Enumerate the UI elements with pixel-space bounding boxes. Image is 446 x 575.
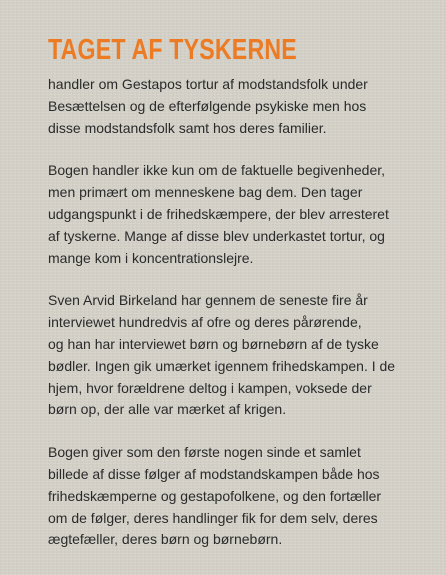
paragraph-2 bbox=[48, 160, 428, 269]
text-line: Bogen handler ikke kun om de faktuelle begivenheder, bbox=[48, 162, 386, 179]
text-line: disse modstandsfolk samt hos deres familier. bbox=[48, 119, 327, 136]
text-line: om de følger, deres handlinger fik for dem selv, deres bbox=[48, 509, 378, 526]
text-line: Besættelsen og de efterfølgende psykiske men hos bbox=[48, 97, 367, 114]
paragraph-1 bbox=[48, 74, 428, 139]
paragraph-3 bbox=[48, 290, 428, 421]
text-line: børn op, der alle var mærket af krigen. bbox=[48, 401, 287, 418]
text-line: frihedskæmperne og gestapofolkene, og den fortæller bbox=[48, 487, 382, 504]
text-line: men primært om menneskene bag dem. Den tager bbox=[48, 184, 363, 201]
book-title: TAGET AF TYSKERNE bbox=[48, 34, 297, 66]
paragraph-4 bbox=[48, 442, 428, 551]
text-line: bødler. Ingen gik umærket igennem frihedskampen. I de bbox=[48, 357, 396, 374]
text-line: billede af disse følger af modstandskampen både hos bbox=[48, 465, 380, 482]
text-line: Sven Arvid Birkeland har gennem de seneste fire år bbox=[48, 292, 368, 309]
text-line: interviewet hundredvis af ofre og deres pårørende, bbox=[48, 314, 362, 331]
text-line: hjem, hvor forældrene deltog i kampen, voksede der bbox=[48, 379, 372, 396]
blurb-text bbox=[48, 74, 428, 572]
text-line: og han har interviewet børn og børnebørn af de tyske bbox=[48, 335, 379, 352]
text-line: ægtefæller, deres børn og børnebørn. bbox=[48, 531, 283, 548]
text-line: mange kom i koncentrationslejre. bbox=[48, 249, 254, 266]
text-line: handler om Gestapos tortur af modstandsfolk under bbox=[48, 76, 368, 92]
text-line: af tyskerne. Mange af disse blev underkastet tortur, og bbox=[48, 227, 385, 244]
text-line: Bogen giver som den første nogen sinde et samlet bbox=[48, 444, 361, 461]
text-line: udgangspunkt i de frihedskæmpere, der blev arresteret bbox=[48, 205, 389, 222]
